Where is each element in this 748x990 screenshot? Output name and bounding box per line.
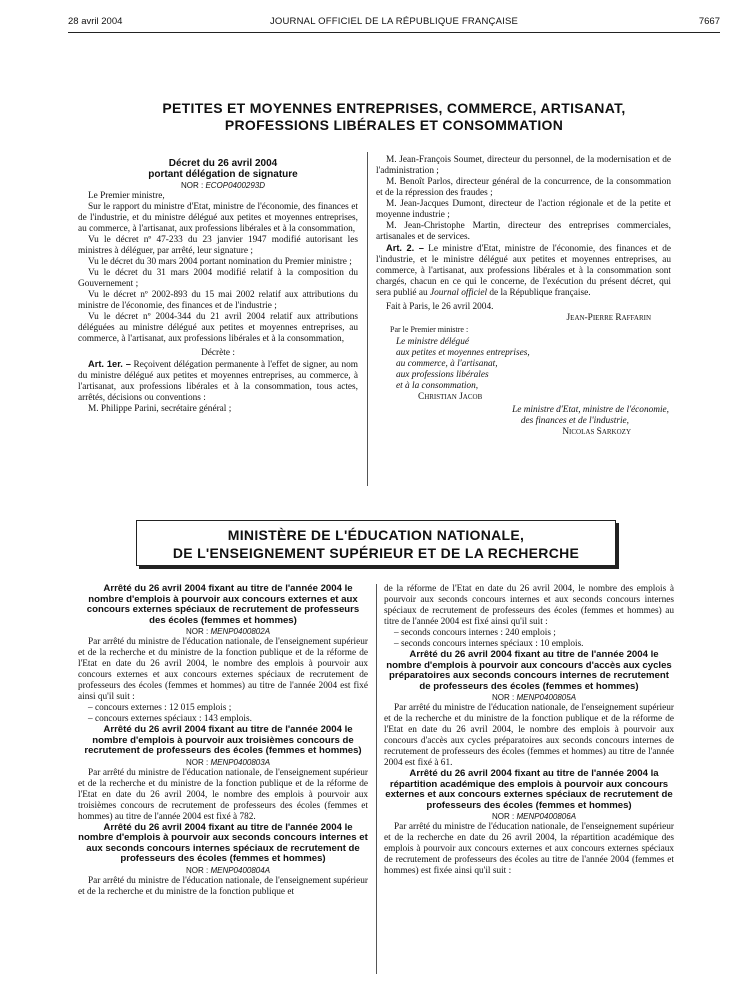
decret-right-column [376,155,671,438]
header-journal-title: JOURNAL OFFICIEL DE LA RÉPUBLIQUE FRANÇAISE [269,16,519,27]
arrete-list-item: – concours externes spéciaux : 143 emplois. [88,714,252,724]
decret-left-column [78,158,358,415]
decret-visa: Vu le décret nº 2004-344 du 21 avril 2004 relatif aux attributions déléguées au ministre délégué aux petites et moyennes entreprises, au commerce, à l'artisanat, aux professions libérales et à la consommation, [78,312,358,344]
arrete-list-item: – seconds concours internes spéciaux : 10 emplois. [394,639,584,649]
par-le-premier-ministre: Par le Premier ministre : [390,325,469,334]
arrete-nor: NOR : MENP0400802A [185,627,271,636]
section-heading-pme: PETITES ET MOYENNES ENTREPRISES, COMMERCE, ARTISANAT, PROFESSIONS LIBÉRALES ET CONSOMMATION [162,100,626,133]
arrete-text: Par arrêté du ministre de l'éducation nationale, de l'enseignement supérieur et de la recherche et du ministre de la fonction publique et de la réforme de l'Etat en date du 26 avril 2004, le nombre des emplois à pourvoir aux troisièmes concours de recrutement de professeurs des écoles (femmes et hommes) au titre de l'année 2004 est fixé à 782. [78,767,368,822]
arrete-title: Arrêté du 26 avril 2004 fixant au titre de l'année 2004 le nombre d'emplois à pourvoir aux seconds concours internes et aux seconds concours internes spéciaux de recrutement de professeurs des écoles (femmes et hommes) [78,821,368,864]
arrete-nor: NOR : MENP0400803A [185,757,271,767]
decret-fait: Fait à Paris, le 26 avril 2004. [386,302,494,312]
arrete-list-item: – seconds concours internes : 240 emplois ; [394,628,556,638]
arrete-text: Par arrêté du ministre de l'éducation nationale, de l'enseignement supérieur et de la recherche et du ministre de la fonction publique et de la réforme de l'Etat en date du 26 avril 2004, le nombre des emplois à pourvoir aux concours d'accès aux cycles préparatoires aux seconds concours internes de recrutement de professeurs des écoles (femmes et hommes) au titre de l'année 2004 est fixé à 61. [384,703,674,768]
arrete-list-item: – concours externes : 12 015 emplois ; [88,703,232,713]
signature-sarkozy: Nicolas Sarkozy [562,427,631,437]
arrete-title: Arrêté du 26 avril 2004 fixant au titre de l'année 2004 le nombre d'emplois à pourvoir aux troisièmes concours de recrutement de professeurs des écoles (femmes et hommes) [84,724,362,756]
arrete-nor: NOR : MENP0400805A [491,693,577,702]
arrete-title: Arrêté du 26 avril 2004 fixant au titre de l'année 2004 la répartition académique des emplois à pourvoir aux concours externes et aux concours externes spéciaux de recrutement de professeurs des écoles (femmes et hommes) [385,768,673,811]
column-divider [376,584,377,974]
arrete-text: de la réforme de l'Etat en date du 26 avril 2004, le nombre des emplois à pourvoir aux seconds concours internes et aux seconds concours internes spéciaux de recrutement de professeurs des écoles (femmes et hommes) au titre de l'année 2004 est fixé ainsi qu'il suit : [384,584,674,627]
decret-visa: Vu le décret nº 47-233 du 23 janvier 1947 modifié autorisant les ministres à déléguer, par arrêté, leur signature ; [78,235,358,256]
decret-list-item: M. Jean-Christophe Martin, directeur des entreprises commerciales, artisanales et de services. [376,221,671,242]
decret-visa: Le Premier ministre, [88,191,165,201]
decret-subtitle: portant délégation de signature [148,169,298,180]
decret-title: Décret du 26 avril 2004 [168,158,278,169]
decret-visa: Vu le décret du 30 mars 2004 portant nomination du Premier ministre ; [88,257,352,267]
header-date: 28 avril 2004 [68,16,123,27]
signature-raffarin: Jean-Pierre Raffarin [566,313,651,323]
decret-list-item: M. Philippe Parini, secrétaire général ; [88,404,232,414]
arretes-left-column [78,584,368,898]
arretes-right-column [384,584,674,877]
decret-visa: Vu le décret nº 2002-893 du 15 mai 2002 relatif aux attributions du ministre de l'économie, des finances et de l'industrie ; [78,290,358,311]
signature-block-delegue: Le ministre délégué aux petites et moyennes entreprises, au commerce, à l'artisanat, aux professions libérales et à la consommation, [396,337,530,391]
decret-visa: Sur le rapport du ministre d'Etat, ministre de l'économie, des finances et de l'industrie, et du ministre délégué aux petites et moyennes entreprises, au commerce, à l'artisanat, aux professions libérales et à la consommation, [78,202,358,234]
column-divider [367,152,368,486]
running-header [68,16,720,30]
decret-list-item: M. Benoît Parlos, directeur général de la concurrence, de la consommation et de la répression des fraudes ; [376,177,671,198]
header-rule [68,32,720,33]
arrete-text: Par arrêté du ministre de l'éducation nationale, de l'enseignement supérieur et de la recherche et du ministre de la fonction publique et [78,875,368,897]
decret-visa: Vu le décret du 31 mars 2004 modifié relatif à la composition du Gouvernement ; [78,268,358,289]
arrete-nor: NOR : MENP0400806A [491,812,577,821]
decret-nor: NOR : ECOP0400293D [180,181,266,190]
signature-block-etat: Le ministre d'Etat, ministre de l'économie, des finances et de l'industrie, [512,405,669,426]
decret-list-item: M. Jean-Jacques Dumont, directeur de l'action régionale et de la petite et moyenne industrie ; [376,199,671,220]
arrete-title: Arrêté du 26 avril 2004 fixant au titre de l'année 2004 le nombre d'emplois à pourvoir aux concours d'accès aux cycles préparatoires aux seconds concours internes de recrutement de professeurs des écoles (femmes et hommes) [386,649,672,692]
arrete-text: Par arrêté du ministre de l'éducation nationale, de l'enseignement supérieur et de la recherche et du ministre de la fonction publique et de la réforme de l'Etat en date du 26 avril 2004, le nombre des emplois à pourvoir aux concours externes et aux concours externes spéciaux de recrutement de professeurs des écoles (femmes et hommes) au titre de l'année 2004 est fixé ainsi qu'il suit : [78,637,368,702]
decret-list-item: M. Jean-François Soumet, directeur du personnel, de la modernisation et de l'administration ; [376,155,671,176]
header-page-number: 7667 [698,16,720,27]
arrete-title: Arrêté du 26 avril 2004 fixant au titre de l'année 2004 le nombre d'emplois à pourvoir aux concours externes et aux concours externes spéciaux de recrutement de professeurs des écoles (femmes et hommes) [86,583,360,626]
decret-article-2: Art. 2. – Le ministre d'Etat, ministre de l'économie, des finances et de l'industrie, et le ministre délégué aux petites et moyennes entreprises, au commerce, à l'artisanat, aux professions libérales et à la consommation sont chargés, chacun en ce qui le concerne, de l'exécution du présent décret, qui sera publié au Journal officiel de la République française. [376,243,671,298]
arrete-text: Par arrêté du ministre de l'éducation nationale, de l'enseignement supérieur et de la recherche en date du 26 avril 2004, la répartition académique des emplois à pourvoir aux concours externes et aux concours externes spéciaux de recrutement de professeurs des écoles au titre de l'année 2004 (femmes et hommes) est fixée ainsi qu'il suit : [384,822,674,876]
section-heading-education: MINISTÈRE DE L'ÉDUCATION NATIONALE, DE L'ENSEIGNEMENT SUPÉRIEUR ET DE LA RECHERCHE [136,520,616,566]
arrete-nor: NOR : MENP0400804A [185,865,271,875]
signature-jacob: Christian Jacob [418,392,483,402]
decret-decrete: Décrète : [201,348,235,358]
decret-article-1: Art. 1er. – Reçoivent délégation permanente à l'effet de signer, au nom du ministre délégué aux petites et moyennes entreprises, au commerce, à l'artisanat, aux professions libérales et à la consommation, tous actes, arrêtés, décisions ou conventions : [78,359,358,403]
